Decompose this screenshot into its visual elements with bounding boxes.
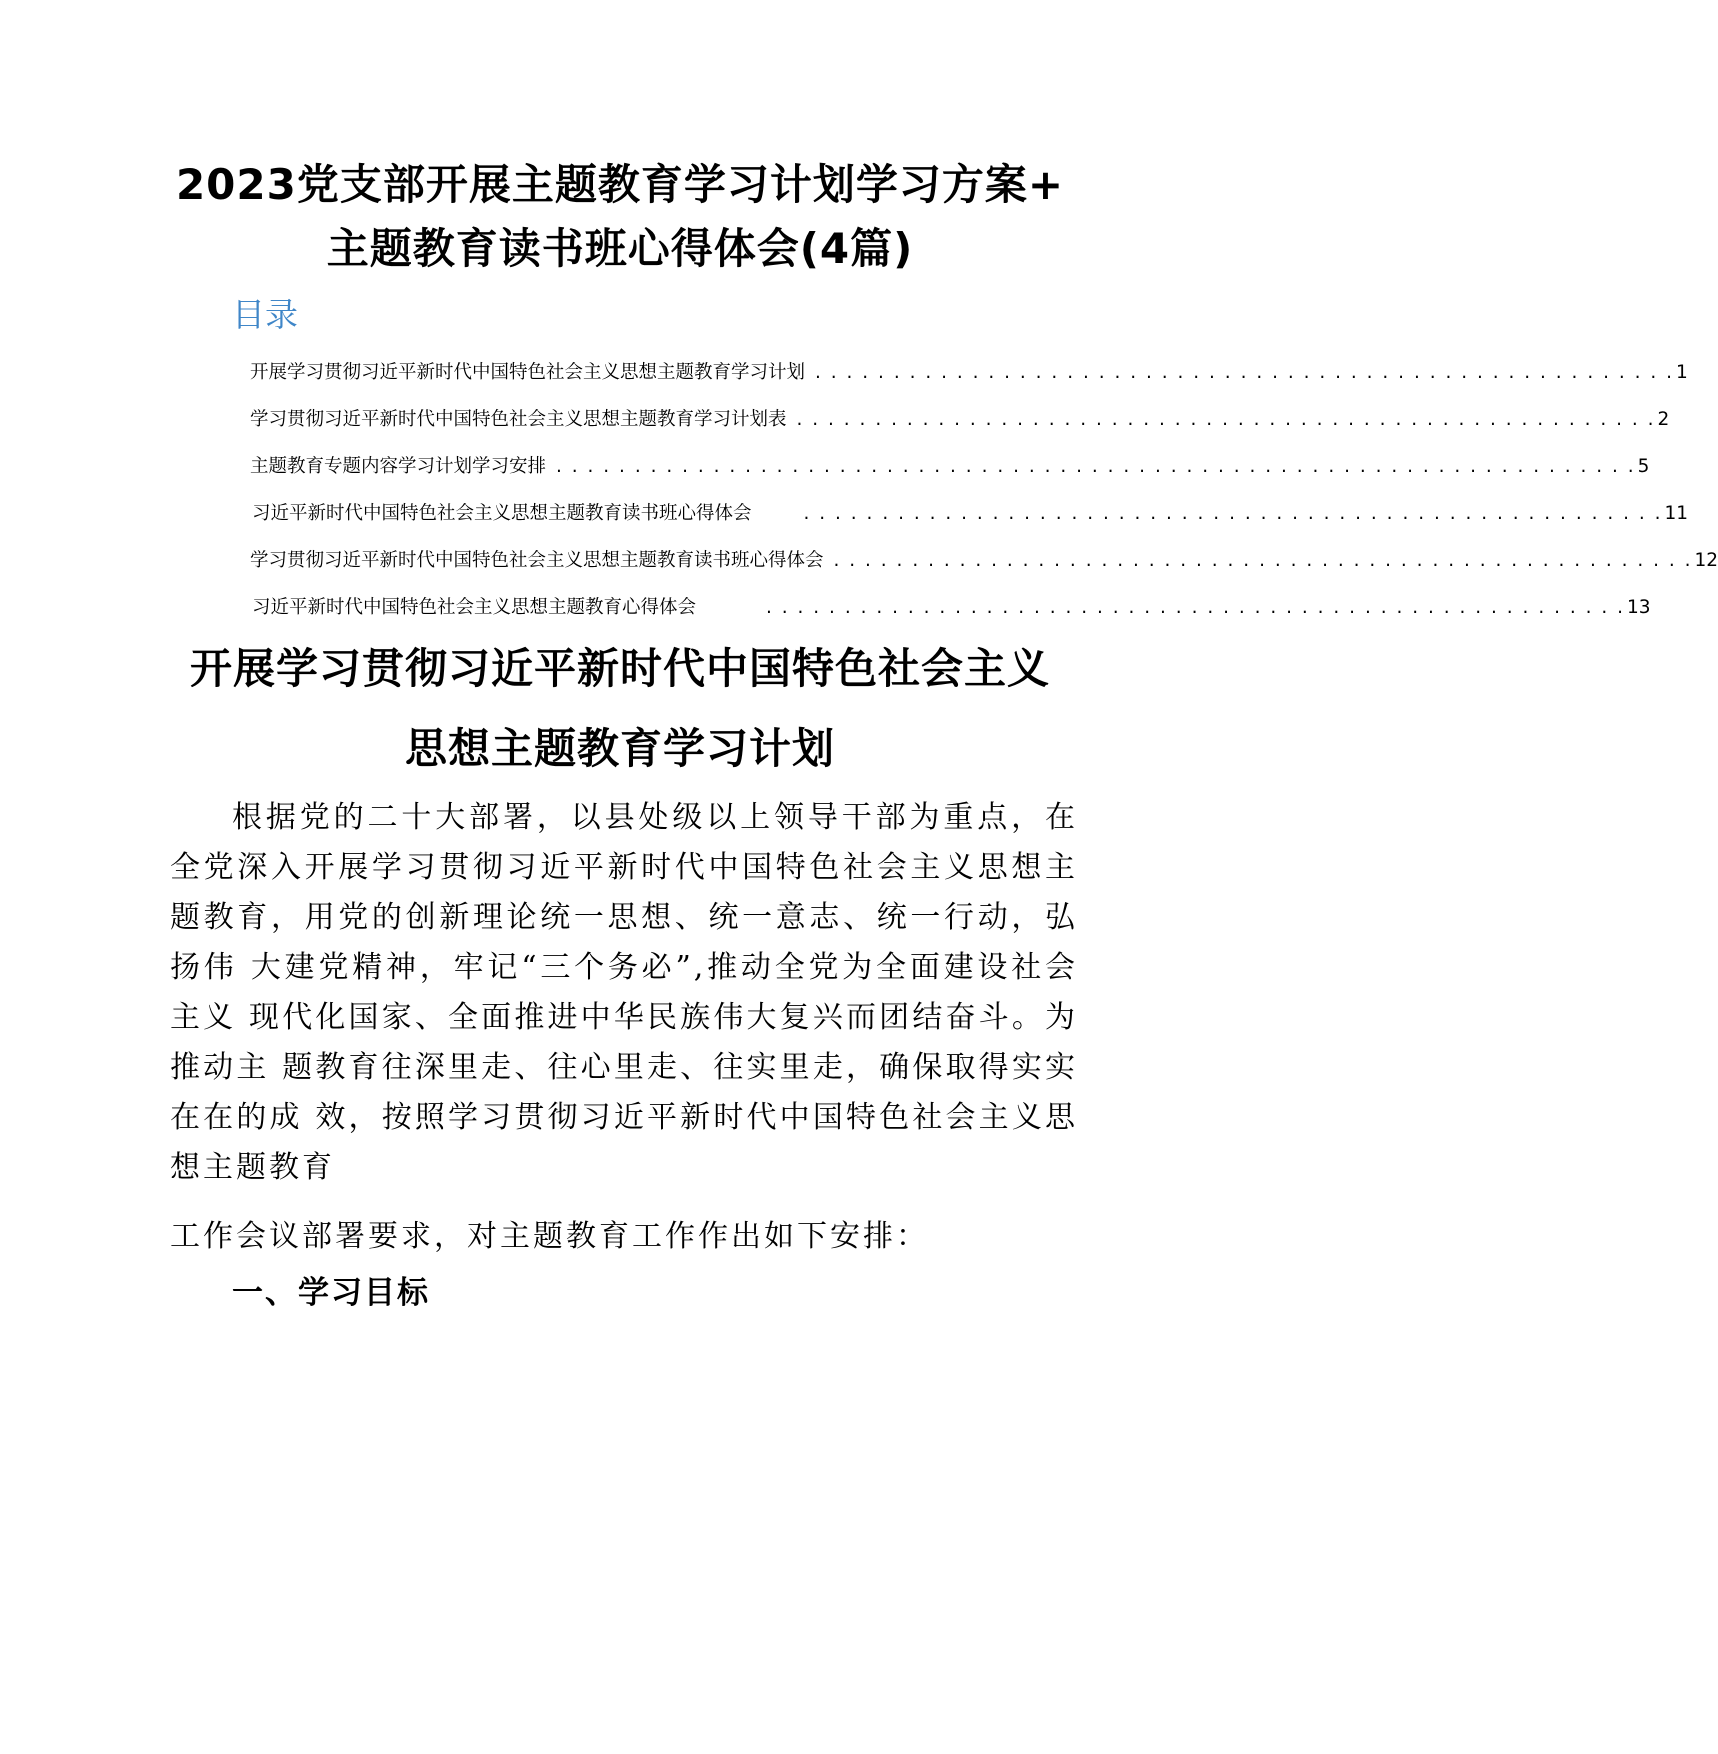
toc-entry-page: 11 — [1664, 503, 1689, 524]
body-paragraph: 工作会议部署要求，对主题教育工作作出如下安排： — [170, 1219, 929, 1254]
toc-heading: 目录 — [232, 295, 298, 334]
section-title-line-2: 思想主题教育学习计划 — [404, 724, 835, 773]
body-paragraph: 根据党的二十大部署，以县处级以上领导干部为重点，在全党深入开展学习贯彻习近平新时代中国特色社会主义思想主题教育，用党的创新理论统一思想、统一意志、统一行动，弘扬伟 大建党精神，牢记“三个务必”,推动全党为全面建设社会主义 现代化国家、全面推进中华民族伟大复兴而团结奋斗。为推动主 题教育往深里走、往心里走、往实里走，确保取得实实在在的成 效，按照学习贯彻习近平新时代中国特色社会主义思想主题教育 — [170, 800, 1078, 1185]
toc-entry-page: 5 — [1637, 456, 1650, 477]
toc-entry[interactable] — [250, 452, 1650, 482]
toc-entry-label: 习近平新时代中国特色社会主义思想主题教育读书班心得体会 — [252, 503, 752, 524]
toc-leader-dots: . . . . . . . . . . . . . . . . . . . . . . . . . . . . . . . . . . . . . . . . . . . . . . . . . . . . . . . . . . . . . . . . . . . . . — [556, 456, 1636, 477]
toc-entry[interactable] — [250, 405, 1670, 435]
toc-entry[interactable] — [252, 499, 1689, 529]
toc-entry-page: 2 — [1657, 409, 1670, 430]
toc-entry-page: 12 — [1694, 550, 1718, 571]
toc-entry-page: 1 — [1676, 362, 1688, 383]
section-title-line-1: 开展学习贯彻习近平新时代中国特色社会主义 — [189, 644, 1050, 693]
document-title-line-1: 2023党支部开展主题教育学习计划学习方案+ — [175, 160, 1065, 209]
toc-entry-label: 开展学习贯彻习近平新时代中国特色社会主义思想主题教育学习计划 — [250, 362, 806, 383]
document-title-line-2: 主题教育读书班心得体会(4篇) — [326, 224, 914, 273]
toc-entry-label: 学习贯彻习近平新时代中国特色社会主义思想主题教育读书班心得体会 — [250, 550, 824, 571]
toc-leader-dots: . . . . . . . . . . . . . . . . . . . . . . . . . . . . . . . . . . . . . . . . . . . . . . . . . . . . . . . — [766, 597, 1626, 618]
toc-entry-page: 13 — [1627, 597, 1651, 618]
toc-entry-label: 主题教育专题内容学习计划学习安排 — [250, 456, 547, 477]
toc-entry[interactable] — [252, 593, 1651, 623]
toc-entry[interactable] — [250, 546, 1718, 576]
section-subheading: 一、学习目标 — [232, 1275, 430, 1311]
toc-entry-label: 习近平新时代中国特色社会主义思想主题教育心得体会 — [252, 597, 697, 618]
toc-leader-dots: . . . . . . . . . . . . . . . . . . . . . . . . . . . . . . . . . . . . . . . . . . . . . . . . . . . . . . . — [803, 503, 1663, 524]
toc-entry-label: 学习贯彻习近平新时代中国特色社会主义思想主题教育学习计划表 — [250, 409, 787, 430]
toc-leader-dots: . . . . . . . . . . . . . . . . . . . . . . . . . . . . . . . . . . . . . . . . . . . . . . . . . . . . . . . — [815, 362, 1675, 383]
toc-leader-dots: . . . . . . . . . . . . . . . . . . . . . . . . . . . . . . . . . . . . . . . . . . . . . . . . . . . . . . . — [833, 550, 1693, 571]
toc-entry[interactable] — [250, 358, 1688, 388]
toc-leader-dots: . . . . . . . . . . . . . . . . . . . . . . . . . . . . . . . . . . . . . . . . . . . . . . . . . . . . . . . — [796, 409, 1656, 430]
